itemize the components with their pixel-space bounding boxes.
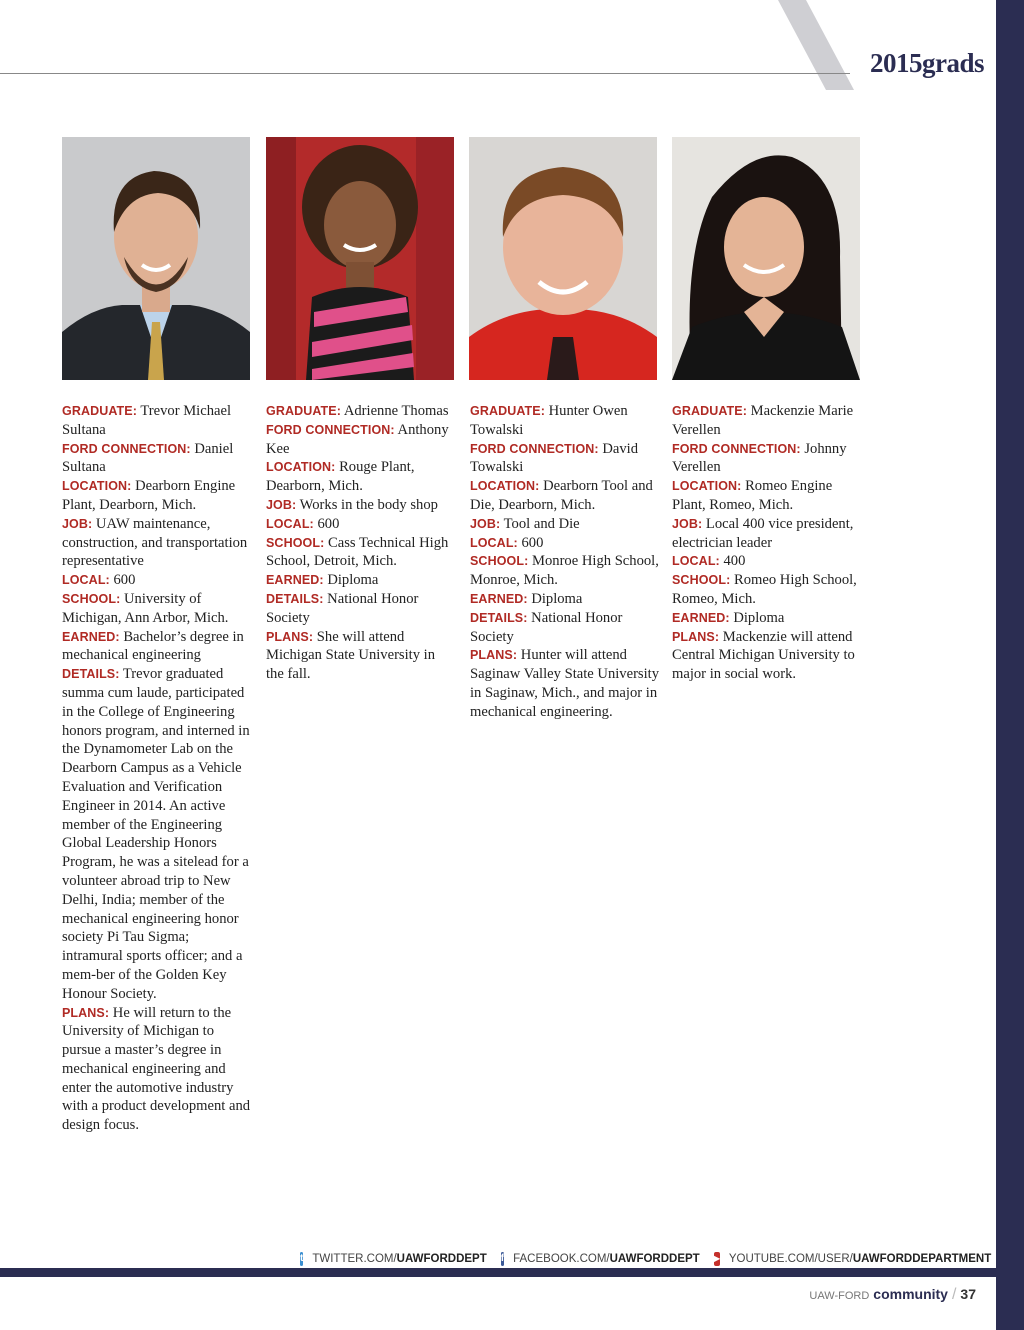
graduate-entry — [470, 403, 628, 438]
entry-label: DETAILS: — [266, 591, 324, 606]
header-rule — [0, 73, 850, 74]
entry-label: SCHOOL: — [62, 591, 121, 606]
graduate-entry — [62, 516, 247, 570]
entry-label: PLANS: — [266, 629, 314, 644]
entry-text: 600 — [317, 515, 340, 532]
entry-label: JOB: — [62, 516, 93, 531]
entry-label: EARNED: — [62, 629, 120, 644]
graduate-entry — [266, 629, 435, 683]
entry-label: EARNED: — [470, 591, 528, 606]
graduate-photo-3 — [469, 137, 657, 380]
entry-label: LOCAL: — [266, 516, 314, 531]
twitter-prefix: TWITTER.COM/ — [312, 1253, 397, 1265]
social-links — [300, 1250, 990, 1268]
graduate-entry — [470, 647, 659, 719]
footer-brand — [809, 1286, 976, 1304]
graduate-column-1 — [62, 402, 252, 1135]
entry-text: Daniel Sultana — [62, 440, 234, 476]
entry-text: Mackenzie Marie Verellen — [672, 403, 854, 438]
entry-text: UAW maintenance, construction, and transportation representative — [62, 515, 248, 570]
graduate-entry — [672, 629, 855, 683]
entry-label: DETAILS: — [62, 667, 120, 682]
entry-label: JOB: — [470, 516, 501, 531]
entry-text: He will return to the University of Michigan to pursue a master’s degree in mechanical engineering and enter the automotive industry with a product development and design focus. — [62, 1004, 251, 1134]
entry-text: 600 — [521, 534, 544, 551]
entry-label: LOCAL: — [672, 554, 720, 569]
footer-bar — [0, 1268, 996, 1277]
entry-text: University of Michigan, Ann Arbor, Mich. — [62, 590, 229, 626]
entry-text: Dearborn Engine Plant, Dearborn, Mich. — [62, 478, 236, 513]
entry-text: Diploma — [531, 590, 583, 607]
graduate-entry — [470, 478, 653, 513]
graduate-entry — [266, 516, 339, 532]
graduate-entry — [470, 591, 582, 607]
graduate-entry — [672, 553, 745, 569]
graduate-entry — [62, 591, 228, 626]
entry-text: Romeo High School, Romeo, Mich. — [672, 572, 857, 607]
entry-label: SCHOOL: — [266, 535, 325, 550]
entry-label: JOB: — [672, 516, 703, 531]
entry-text: Johnny Verellen — [672, 440, 847, 476]
entry-label: PLANS: — [470, 648, 518, 663]
entry-text: Diploma — [733, 609, 785, 626]
entry-text: Diploma — [327, 572, 379, 589]
graduate-column-3 — [470, 402, 660, 722]
facebook-prefix: FACEBOOK.COM/ — [513, 1253, 610, 1265]
entry-text: Romeo Engine Plant, Romeo, Mich. — [672, 478, 833, 513]
entry-text: National Honor Society — [470, 609, 623, 645]
entry-label: GRADUATE: — [62, 404, 137, 418]
facebook-link[interactable] — [513, 1253, 700, 1265]
page-number: 37 — [960, 1286, 976, 1302]
entry-text: She will attend Michigan State University in the fall. — [266, 628, 436, 683]
entry-label: FORD CONNECTION: — [470, 441, 599, 456]
entry-label: DETAILS: — [470, 610, 528, 625]
graduate-entry — [266, 497, 438, 513]
graduate-photo-2 — [266, 137, 454, 380]
entry-text: Local 400 vice president, electrician leader — [672, 515, 854, 551]
entry-label: JOB: — [266, 497, 297, 512]
twitter-link[interactable] — [312, 1253, 486, 1265]
entry-text: Hunter Owen Towalski — [470, 403, 628, 438]
entry-label: PLANS: — [62, 1005, 110, 1020]
entry-text: Anthony Kee — [266, 421, 449, 457]
graduate-entry — [672, 572, 857, 607]
youtube-handle: UAWFORDDEPARTMENT — [852, 1253, 992, 1265]
graduate-entry — [672, 610, 784, 626]
youtube-icon: ▶ — [714, 1252, 720, 1266]
graduate-entry — [62, 666, 250, 1002]
graduate-entry — [266, 422, 449, 457]
entry-label: LOCATION: — [266, 460, 336, 475]
entry-text: Mackenzie will attend Central Michigan University to major in social work. — [672, 628, 855, 683]
entry-label: GRADUATE: — [470, 404, 545, 418]
entry-label: GRADUATE: — [266, 404, 341, 418]
graduate-entry — [672, 403, 853, 438]
entry-text: Bachelor’s degree in mechanical engineering — [62, 628, 244, 664]
graduate-column-2 — [266, 402, 456, 684]
graduate-entry — [62, 572, 135, 588]
twitter-icon: t — [300, 1253, 304, 1264]
entry-text: Cass Technical High School, Detroit, Mich. — [266, 534, 449, 570]
graduate-entry — [62, 1005, 250, 1134]
entry-label: GRADUATE: — [672, 404, 747, 418]
entry-label: SCHOOL: — [470, 554, 529, 569]
facebook-handle: UAWFORDDEPT — [609, 1253, 700, 1265]
graduate-entry — [266, 459, 414, 494]
graduate-entry — [470, 610, 622, 645]
twitter-handle: UAWFORDDEPT — [396, 1253, 487, 1265]
entry-text: Monroe High School, Monroe, Mich. — [470, 553, 659, 589]
entry-text: David Towalski — [470, 440, 639, 476]
entry-text: Tool and Die — [503, 515, 580, 532]
brand-prefix: UAW-FORD — [809, 1290, 870, 1302]
youtube-prefix: YOUTUBE.COM/USER/ — [728, 1253, 853, 1265]
graduate-entry — [672, 516, 853, 551]
entry-text: Dearborn Tool and Die, Dearborn, Mich. — [470, 478, 653, 513]
entry-label: PLANS: — [672, 629, 720, 644]
entry-label: LOCATION: — [470, 479, 540, 494]
entry-label: EARNED: — [672, 610, 730, 625]
side-color-bar — [996, 0, 1024, 1330]
entry-text: National Honor Society — [266, 590, 419, 626]
brand-name: community — [873, 1286, 948, 1302]
entry-label: LOCATION: — [672, 479, 742, 494]
entry-label: FORD CONNECTION: — [62, 441, 191, 456]
entry-text: Rouge Plant, Dearborn, Mich. — [266, 459, 415, 495]
entry-label: LOCAL: — [62, 573, 110, 588]
entry-text: Trevor Michael Sultana — [62, 403, 232, 438]
entry-label: SCHOOL: — [672, 573, 731, 588]
entry-text: Works in the body shop — [299, 496, 438, 513]
entry-label: FORD CONNECTION: — [266, 422, 395, 437]
graduate-entry — [266, 535, 448, 570]
page-title: 2015grads — [869, 48, 984, 78]
graduate-entry — [62, 441, 233, 476]
graduate-entry — [470, 516, 580, 532]
graduate-entry — [470, 535, 543, 551]
header-slash-decoration — [778, 0, 858, 90]
graduate-entry — [672, 478, 832, 513]
entry-text: Trevor graduated summa cum laude, participated in the College of Engineering honors program, and interned in the Dynamometer Lab on the Dearborn Campus as a Vehicle Evaluation and Verification Engineer in 2014. An active member of the Engineering Global Leadership Honors Program, he was a sitelead for a volunteer abroad trip to New Delhi, India; member of the mechanical engineering honor society Pi Tau Sigma; intramural sports officer; and a mem-ber of the Golden Key Honour Society. — [62, 666, 250, 1002]
entry-text: 600 — [113, 572, 136, 589]
entry-text: Adrienne Thomas — [343, 403, 449, 419]
entry-label: EARNED: — [266, 573, 324, 588]
graduate-entry — [672, 441, 847, 476]
entry-text: 400 — [723, 553, 746, 570]
graduate-photo-1 — [62, 137, 250, 380]
entry-label: LOCATION: — [62, 479, 132, 494]
graduate-column-4 — [672, 402, 862, 684]
graduate-entry — [470, 441, 638, 476]
entry-label: FORD CONNECTION: — [672, 441, 801, 456]
graduate-photo-4 — [672, 137, 860, 380]
graduate-entry — [266, 591, 418, 626]
graduate-entry — [62, 629, 244, 664]
graduate-entry — [266, 572, 378, 588]
graduate-entry — [470, 553, 659, 588]
graduate-entry — [62, 478, 235, 513]
brand-separator: / — [951, 1286, 957, 1303]
graduate-entry — [266, 403, 449, 419]
graduate-entry — [62, 403, 231, 438]
entry-text: Hunter will attend Saginaw Valley State University in Saginaw, Mich., and major in mechanical engineering. — [470, 647, 660, 720]
facebook-icon: f — [500, 1253, 505, 1264]
entry-label: LOCAL: — [470, 535, 518, 550]
youtube-link[interactable] — [729, 1253, 991, 1265]
